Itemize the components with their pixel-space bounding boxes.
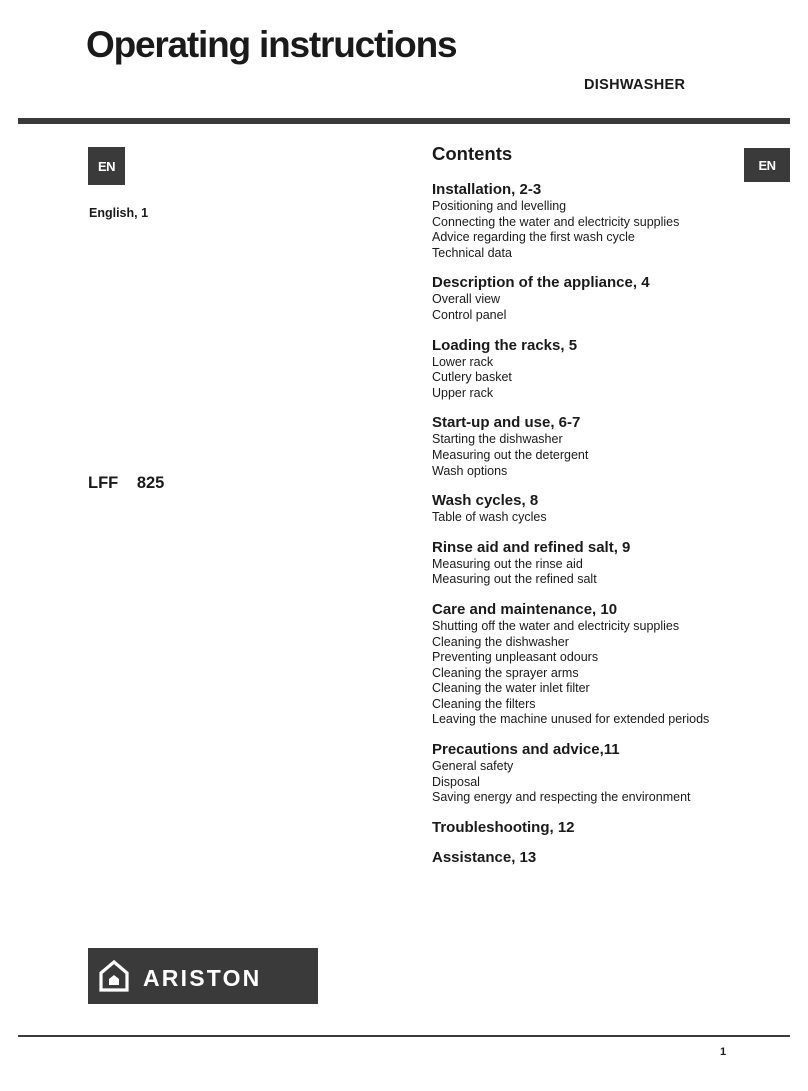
toc-item: Overall view	[432, 292, 501, 307]
toc-section	[432, 181, 752, 261]
toc-section-heading: Wash cycles, 8	[432, 492, 539, 510]
logo-wordmark: ARISTON	[143, 964, 262, 991]
table-of-contents	[432, 143, 752, 879]
toc-item: Cleaning the filters	[432, 696, 536, 711]
toc-section	[432, 274, 752, 323]
toc-section	[432, 849, 752, 866]
ariston-logo	[88, 948, 318, 1004]
toc-section-heading: Description of the appliance, 4	[432, 274, 650, 292]
toc-item: Disposal	[432, 774, 480, 789]
toc-item: Preventing unpleasant odours	[432, 650, 599, 665]
toc-item: Starting the dishwasher	[432, 432, 563, 447]
toc-item: Advice regarding the first wash cycle	[432, 230, 635, 245]
toc-item: Saving energy and respecting the environment	[432, 790, 691, 805]
toc-section-heading: Precautions and advice,11	[432, 741, 620, 759]
toc-section	[432, 741, 752, 806]
toc-item: General safety	[432, 759, 514, 774]
toc-item: Connecting the water and electricity supplies	[432, 214, 680, 229]
toc-item: Measuring out the detergent	[432, 447, 589, 462]
toc-item: Control panel	[432, 307, 507, 322]
toc-section	[432, 601, 752, 728]
top-divider	[18, 118, 790, 124]
toc-item: Cleaning the water inlet filter	[432, 681, 590, 696]
language-badge: EN	[88, 147, 125, 185]
toc-section	[432, 539, 752, 588]
toc-sections	[432, 181, 752, 866]
toc-item: Measuring out the rinse aid	[432, 556, 583, 571]
toc-section-heading: Troubleshooting, 12	[432, 818, 575, 836]
page-title: Operating instructions	[86, 24, 457, 65]
toc-item: Table of wash cycles	[432, 510, 547, 525]
house-logo-icon	[99, 960, 129, 992]
side-language-tab: EN	[744, 148, 790, 182]
toc-item: Cutlery basket	[432, 370, 512, 385]
toc-section-heading: Rinse aid and refined salt, 9	[432, 538, 631, 556]
toc-item: Upper rack	[432, 385, 494, 400]
toc-item: Shutting off the water and electricity supplies	[432, 618, 680, 633]
document-subtitle: DISHWASHER	[584, 77, 686, 93]
toc-item: Cleaning the sprayer arms	[432, 665, 579, 680]
toc-section	[432, 414, 752, 479]
toc-item: Lower rack	[432, 354, 494, 369]
bottom-divider	[18, 1035, 790, 1037]
toc-item: Measuring out the refined salt	[432, 572, 597, 587]
toc-section	[432, 492, 752, 526]
toc-section-heading: Assistance, 13	[432, 848, 537, 866]
toc-section-heading: Start-up and use, 6-7	[432, 414, 581, 432]
toc-section-heading: Care and maintenance, 10	[432, 600, 618, 618]
toc-section	[432, 337, 752, 402]
model-number: LFF 825	[88, 474, 165, 492]
toc-section-heading: Installation, 2-3	[432, 181, 542, 198]
toc-item: Positioning and levelling	[432, 199, 567, 213]
toc-item: Leaving the machine unused for extended periods	[432, 712, 710, 727]
language-label: English, 1	[89, 206, 149, 220]
toc-section	[432, 819, 752, 836]
toc-item: Technical data	[432, 245, 512, 260]
page-number: 1	[720, 1046, 727, 1058]
toc-item: Cleaning the dishwasher	[432, 634, 569, 649]
toc-section-heading: Loading the racks, 5	[432, 336, 578, 354]
contents-title: Contents	[432, 143, 513, 164]
toc-item: Wash options	[432, 463, 508, 478]
